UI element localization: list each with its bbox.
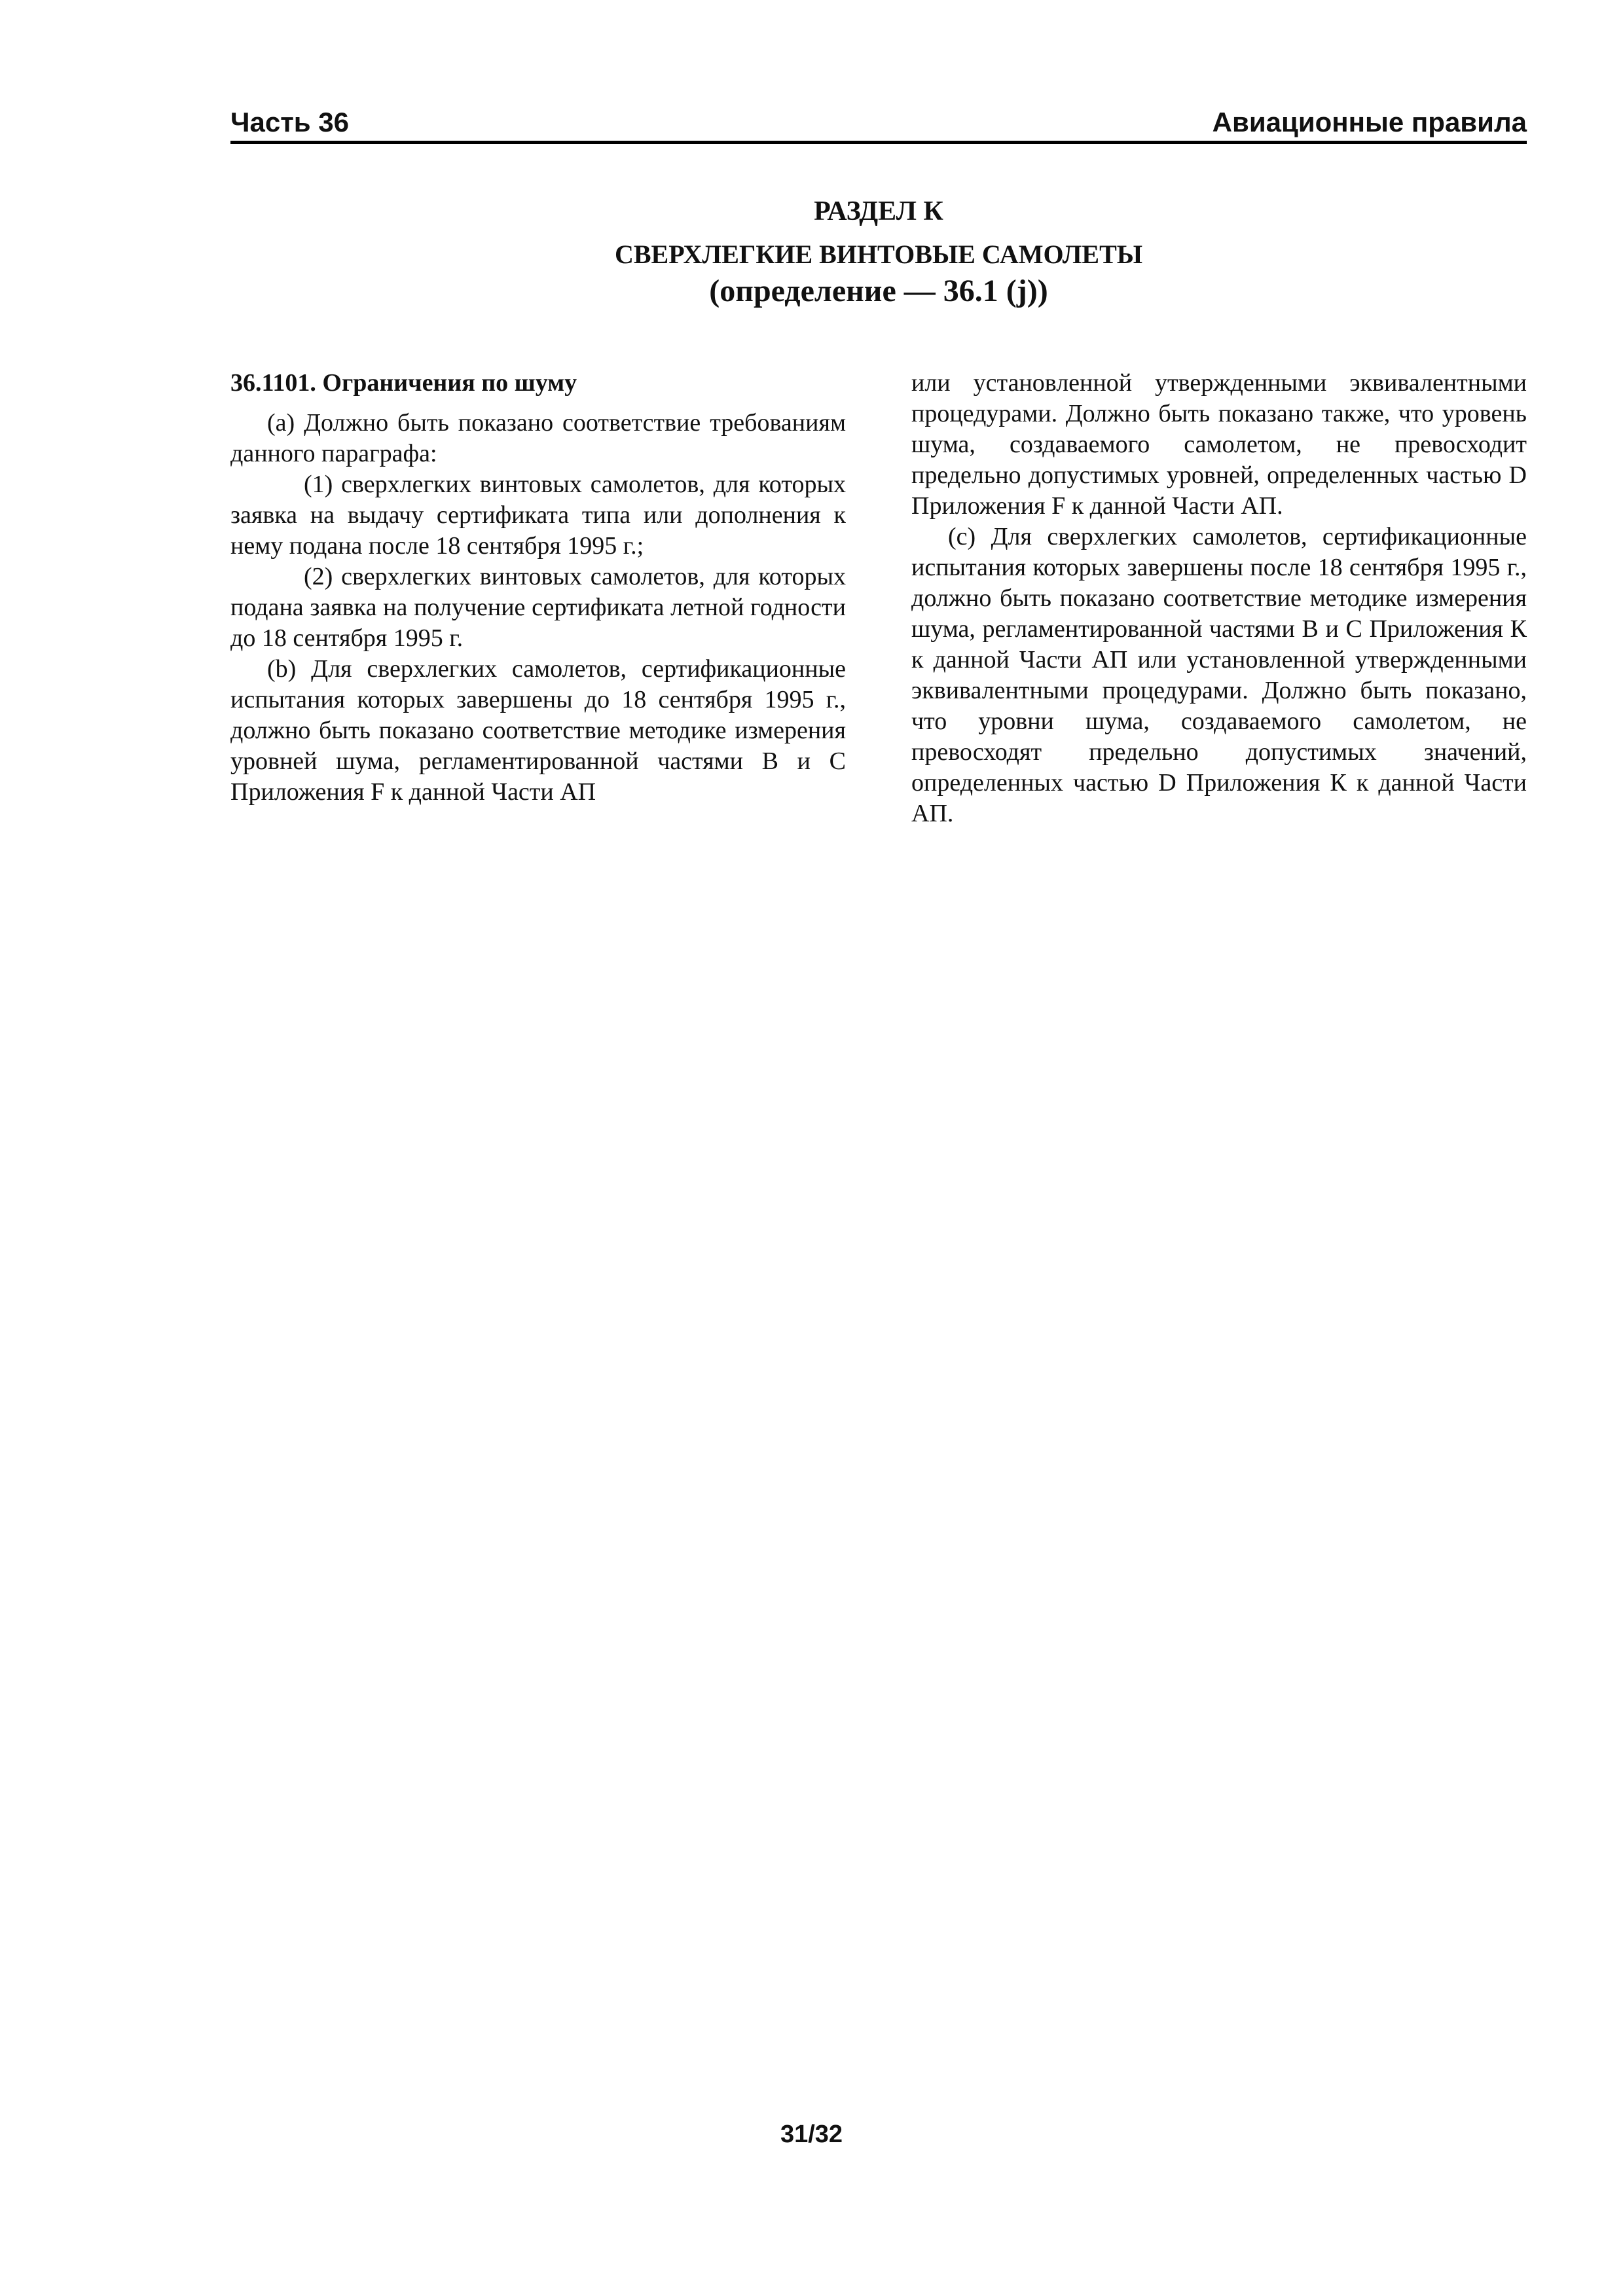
- left-column: [230, 368, 846, 808]
- page-header: [230, 105, 1527, 144]
- section-title: СВЕРХЛЕГКИЕ ВИНТОВЫЕ САМОЛЕТЫ: [614, 240, 1143, 269]
- right-column: [911, 368, 1527, 829]
- section-definition: (определение — 36.1 (j)): [709, 274, 1048, 308]
- paragraph-a: (а) Должно быть показано соответствие требованиям данного параграфа:: [230, 409, 846, 467]
- paragraph-b-continued: или установленной утвержденными эквивалентными процедурами. Должно быть показано также, что уровень шума, создаваемого самолетом, не превосходит предельно допустимых уровней, определенных частью D Приложения F к данной Части АП.: [911, 369, 1527, 520]
- header-part-label: Часть 36: [230, 107, 350, 137]
- paragraph-title: 36.1101. Ограничения по шуму: [230, 369, 577, 397]
- page-number: 31/32: [780, 2121, 843, 2148]
- header-document-title: Авиационные правила: [1212, 107, 1527, 137]
- paragraph-b: (b) Для сверхлегких самолетов, сертификационные испытания которых завершены до 18 сентября 1995 г., должно быть показано соответствие методике измерения уровней шума, регламентированной частями В и С Приложения F к данной Части АП: [230, 655, 846, 806]
- section-label: РАЗДЕЛ К: [814, 196, 943, 226]
- item-1: (1) сверхлегких винтовых самолетов, для которых заявка на выдачу сертификата типа или дополнения к нему подана после 18 сентября 1995 г.;: [230, 471, 846, 560]
- section-heading: [230, 193, 1527, 310]
- item-2: (2) сверхлегких винтовых самолетов, для которых подана заявка на получение сертификата летной годности до 18 сентября 1995 г.: [230, 563, 846, 652]
- paragraph-c: (с) Для сверхлегких самолетов, сертификационные испытания которых завершены после 18 сентября 1995 г., должно быть показано соответствие методике измерения шума, регламентированной частями В и С Приложения К к данной Части АП или установленной утвержденными эквивалентными процедурами. Должно быть показано, что уровни шума, создаваемого самолетом, не превосходят предельно допустимых значений, определенных частью D Приложения К к данной Части АП.: [911, 523, 1527, 827]
